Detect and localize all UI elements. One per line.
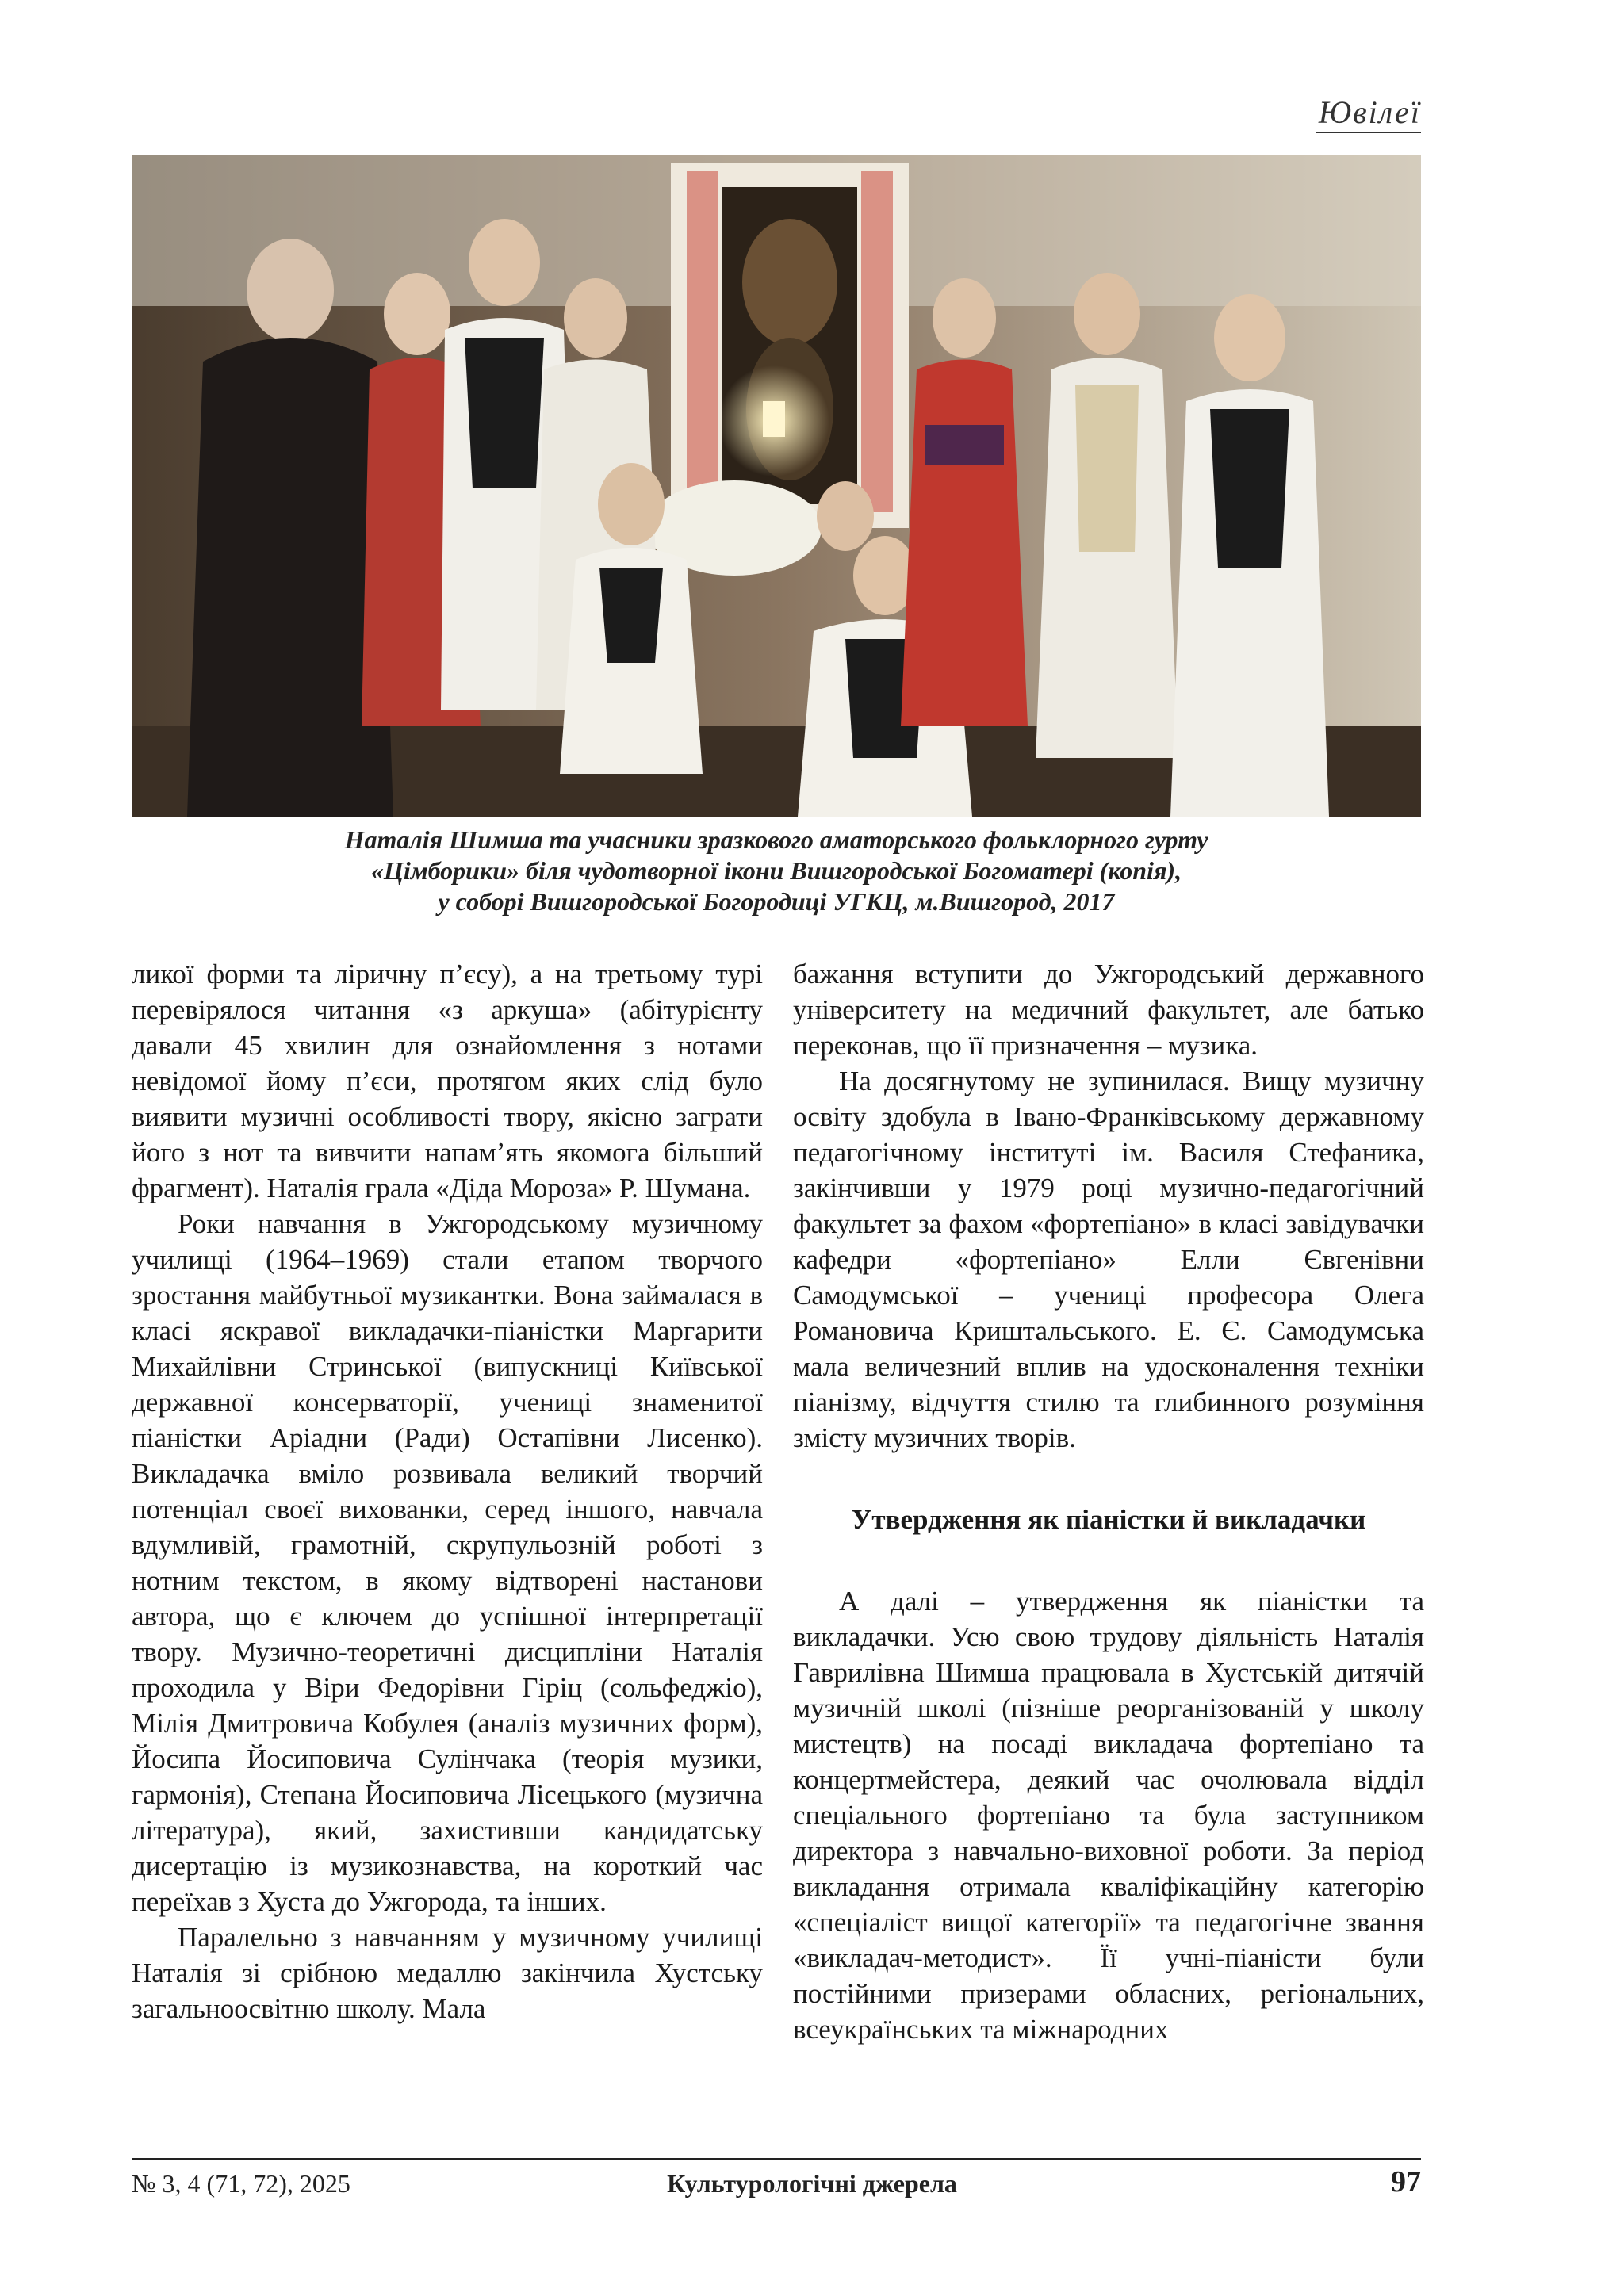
group-photo-illustration (132, 155, 1421, 817)
body-paragraph: А далі – утвердження як піаністки та викладачки. Усю свою трудову діяльність Наталія Гаврилівна Шимша працювала в Хустській дитячій музичній школі (пізніше реорганізованій у школу мистецтв) на посаді викладача фортепіано та концертмейстера, деякий час очолювала відділ спеціального фортепіано та була заступником директора з навчально-виховної роботи. За період викладання отримала кваліфікаційну категорію «спеціаліст вищої категорії» та педагогічне звання «викладач-методист». Її учні-піаністи були постійними призерами обласних, регіональних, всеукраїнських та міжнародних (793, 1586, 1424, 2045)
caption-line: «Цімборики» біля чудотворної ікони Вишгородської Богоматері (копія), (370, 856, 1182, 885)
caption-line: Наталія Шимша та учасники зразкового аматорського фольклорного гурту (344, 825, 1208, 854)
right-column (793, 956, 1424, 2047)
footer-issue: № 3, 4 (71, 72), 2025 (132, 2169, 350, 2198)
running-head-rule (1316, 132, 1421, 133)
photo-caption (132, 825, 1421, 917)
left-column (132, 956, 763, 2026)
body-paragraph: Паралельно з навчанням у музичному училищі Наталія зі срібною медаллю закінчила Хустську загальноосвітню школу. Мала (132, 1922, 763, 2024)
page-number: 97 (1391, 2165, 1421, 2198)
group-photo (132, 155, 1421, 817)
body-paragraph: Роки навчання в Ужгородському музичному училищі (1964–1969) стали етапом творчого зростання майбутньої музикантки. Вона займалася в класі яскравої викладачки-піаністки Маргарити Михайлівни Стринської (випускниці Київської державної консерваторії, учениці знаменитої піаністки Аріадни (Ради) Остапівни Лисенко). Викладачка вміло розвивала великий творчий потенціал своєї вихованки, серед іншого, навчала вдумливій, грамотній, скрупульозній роботі з нотним текстом, в якому відтворені настанови автора, що є ключем до успішної інтерпретації твору. Музично-теоретичні дисципліни Наталія проходила у Віри Федорівни Гіріц (сольфеджіо), Мілія Дмитровича Кобулея (аналіз музичних форм), Йосипа Йосиповича Сулінчака (теорія музики, гармонія), Степана Йосиповича Лісецького (музична література), який, захистивши кандидатську дисертацію із музикознавства, на короткий час переїхав з Хуста до Ужгорода, та інших. (132, 1208, 763, 1917)
running-head-section: Ювілеї (1318, 94, 1421, 130)
body-paragraph: На досягнутому не зупинилася. Вищу музичну освіту здобула в Івано-Франківському державному педагогічному інституті ім. Василя Стефаника, закінчивши у 1979 році музично-педагогічний факультет за фахом «фортепіано» в класі завідувачки кафедри «фортепіано» Елли Євгенівни Самодумської – учениці професора Олега Романовича Криштальського. Е. Є. Самодумська мала величезний вплив на удосконалення техніки піанізму, відчуття стилю та глибинного розуміння змісту музичних творів. (793, 1066, 1424, 1453)
section-subheading: Утвердження як піаністки й викладачки (851, 1504, 1366, 1535)
footer-journal-title: Культурологічні джерела (667, 2169, 957, 2198)
body-paragraph: бажання вступити до Ужгородський державного університету на медичний факультет, але батько переконав, що її призначення – музика. (793, 959, 1424, 1061)
caption-line: у соборі Вишгородської Богородиці УГКЦ, м.Вишгород, 2017 (438, 887, 1115, 916)
body-paragraph: ликої форми та ліричну п’єсу), а на третьому турі перевірялося читання «з аркуша» (абітурієнту давали 45 хвилин для ознайомлення з нотами невідомої йому п’єси, протягом яких слід було виявити музичні особливості твору, якісно заграти його з нот та вивчити напам’ять якомога більший фрагмент). Наталія грала «Діда Мороза» Р. Шумана. (132, 959, 763, 1203)
footer-rule (132, 2158, 1421, 2160)
